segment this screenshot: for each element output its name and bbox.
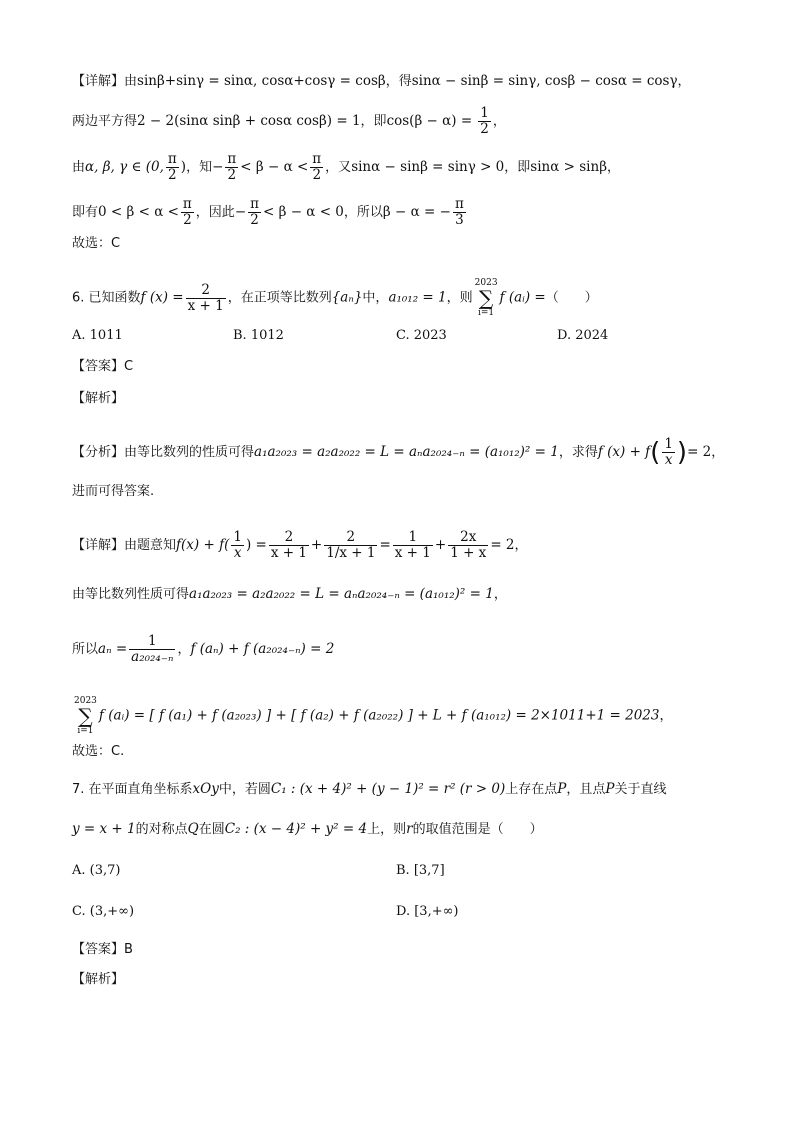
formula: r <box>406 821 413 837</box>
text: 关于直线 <box>614 782 667 797</box>
fraction <box>129 634 175 665</box>
denominator: 2 <box>480 121 489 137</box>
numerator: 2 <box>269 530 309 546</box>
denominator: x <box>233 545 242 561</box>
formula: sinα − sinβ = sinγ > 0 <box>351 159 505 175</box>
formula: a₁₀₁₂ = 1 <box>388 289 447 306</box>
formula: C₂ : (x − 4)² + y² = 4 <box>224 821 368 837</box>
fraction <box>181 197 194 228</box>
formula: cos(β − α) = <box>386 113 473 129</box>
detail-line-5 <box>72 530 528 561</box>
formula: 0 < β < α < <box>98 204 179 220</box>
denominator: x <box>664 452 673 468</box>
option-c-7: C. (3,+∞) <box>72 904 135 919</box>
text: 的对称点 <box>135 822 188 837</box>
text: ， <box>493 587 507 602</box>
formula: + <box>434 537 447 553</box>
formula: P <box>605 781 615 797</box>
answer-7 <box>72 941 133 959</box>
option-a: A. 1011 <box>72 328 123 343</box>
text: ，所以 <box>343 205 383 220</box>
text: ，知 <box>186 160 213 175</box>
formula: α, β, γ ∈ (0, <box>85 159 164 175</box>
numerator: 1 <box>664 436 673 452</box>
fraction <box>231 530 244 561</box>
formula: = 2 <box>490 537 515 553</box>
option-b-7: B. [3,7] <box>396 863 445 878</box>
fraction <box>269 530 309 561</box>
choose-line: 故选：C <box>72 236 121 251</box>
formula: aₙ = <box>98 641 128 657</box>
analysis-tag: 【分析】 <box>72 445 125 460</box>
answer-value: B <box>124 942 133 957</box>
formula: sinβ+sinγ = sinα, cosα+cosγ = cosβ <box>137 73 386 89</box>
detail-line-1 <box>72 72 691 91</box>
formula: − <box>212 159 224 175</box>
fraction <box>662 437 675 468</box>
denominator: x + 1 <box>187 297 224 314</box>
text: 6. 已知函数 <box>72 290 141 306</box>
numerator: 1 <box>480 105 489 121</box>
question-6 <box>72 278 598 318</box>
paren: ) <box>676 437 688 468</box>
numerator: π <box>182 196 192 212</box>
formula: f (x) + f <box>597 444 651 460</box>
text: 上存在点 <box>505 782 558 797</box>
text: ，又 <box>325 160 352 175</box>
fraction <box>324 530 377 561</box>
numerator: 2 <box>324 530 377 546</box>
denominator: x + 1 <box>270 545 307 561</box>
numerator: 2 <box>186 283 226 299</box>
numerator: π <box>312 151 322 167</box>
formula: sinα > sinβ <box>530 159 607 175</box>
formula: ) <box>180 159 187 175</box>
numerator: 1 <box>233 529 242 545</box>
formula: = 2 <box>687 444 712 460</box>
text: 的取值范围是（ ） <box>412 822 543 837</box>
denominator: 1 + x <box>450 545 487 561</box>
text: ， <box>177 642 191 657</box>
denominator: 2 <box>183 212 192 228</box>
fraction <box>166 152 179 183</box>
text: 由题意知 <box>124 538 177 553</box>
fraction <box>393 530 433 561</box>
paren: ( <box>650 437 661 468</box>
text: 由 <box>72 160 86 175</box>
formula: f (aᵢ) = [ f (a₁) + f (a₂₀₂₃) ] + [ f (a₂) + f (a₂₀₂₂) ] + L + f (a₁₀₁₂) = 2×1011+1 = 2023 <box>98 707 660 724</box>
text: ，得 <box>385 74 412 89</box>
formula: P <box>557 781 567 797</box>
formula: + <box>310 537 323 553</box>
fraction <box>448 530 488 561</box>
answer-value: C <box>124 359 134 374</box>
text: ， <box>677 74 691 89</box>
formula: ) = <box>245 537 267 553</box>
fraction <box>248 197 261 228</box>
numerator: 1 <box>129 634 175 650</box>
analysis-tag-7: 【解析】 <box>72 972 125 987</box>
question-7-line-1 <box>72 780 667 799</box>
text: ，因此 <box>195 205 235 220</box>
fraction <box>478 106 491 137</box>
option-d-7: D. [3,+∞) <box>396 904 459 919</box>
formula: 2 − 2(sinα sinβ + cosα cosβ) = 1 <box>137 113 361 129</box>
formula: a₁a₂₀₂₃ = a₂a₂₀₂₂ = L = aₙa₂₀₂₄₋ₙ = (a₁₀₁₂)² = 1 <box>254 444 559 460</box>
denominator: 2 <box>168 167 177 183</box>
sum-upper: 2023 <box>474 278 498 288</box>
answer-tag: 【答案】 <box>72 359 125 374</box>
text: ， <box>514 538 528 553</box>
text: 中，若圆 <box>218 782 271 797</box>
formula: xOy <box>192 781 219 797</box>
formula: f (aₙ) + f (a₂₀₂₄₋ₙ) = 2 <box>190 641 335 657</box>
text: 中， <box>362 290 389 306</box>
denominator: a₂₀₂₄₋ₙ <box>131 649 174 665</box>
denominator: 2 <box>312 167 322 183</box>
answer-tag: 【答案】 <box>72 942 125 957</box>
text: 即有 <box>72 205 99 220</box>
formula: f (aᵢ) = <box>499 289 546 306</box>
formula: {aₙ} <box>331 289 363 306</box>
text: ， <box>659 708 673 724</box>
text: ，且点 <box>566 782 606 797</box>
option-d: D. 2024 <box>557 328 609 343</box>
denominator: x + 1 <box>394 545 431 561</box>
numerator: π <box>454 196 464 212</box>
formula: y = x + 1 <box>72 821 136 837</box>
text: 上，则 <box>367 822 407 837</box>
fraction <box>225 152 238 183</box>
formula: f (x) = <box>140 289 184 306</box>
option-a-7: A. (3,7) <box>72 863 121 878</box>
text: 两边平方得 <box>72 114 138 129</box>
formula: β − α = − <box>382 204 451 220</box>
detail-line-3 <box>72 152 620 183</box>
formula: a₁a₂₀₂₃ = a₂a₂₀₂₂ = L = aₙa₂₀₂₄₋ₙ = (a₁₀₁₂)² = 1 <box>189 586 494 602</box>
text: 7. 在平面直角坐标系 <box>72 782 193 797</box>
detail-tag: 【详解】 <box>72 74 125 89</box>
sum-lower: i=1 <box>77 726 94 736</box>
analysis-line <box>72 437 724 468</box>
summation <box>74 696 97 736</box>
question-7-line-2 <box>72 820 543 839</box>
formula: C₁ : (x + 4)² + (y − 1)² = r² (r > 0) <box>270 781 506 797</box>
text: 所以 <box>72 642 99 657</box>
choose-line-6: 故选：C. <box>72 744 125 759</box>
text: ，在正项等比数列 <box>227 290 332 306</box>
formula: − <box>234 204 247 220</box>
denominator: 2 <box>250 212 259 228</box>
option-c: C. 2023 <box>396 328 447 343</box>
formula: f(x) + f( <box>176 537 230 553</box>
text: 在圆 <box>198 822 225 837</box>
numerator: 1 <box>393 530 433 546</box>
formula: sinα − sinβ = sinγ, cosβ − cosα = cosγ <box>411 73 678 89</box>
text: ， <box>607 160 621 175</box>
sum-symbol: ∑ <box>78 704 93 728</box>
detail-line-6 <box>72 585 507 604</box>
formula: = <box>379 537 391 553</box>
numerator: π <box>250 196 259 212</box>
text: ，即 <box>504 160 531 175</box>
formula: < β − α < <box>240 159 309 175</box>
summation <box>475 278 498 318</box>
analysis-tag-6: 【解析】 <box>72 391 125 406</box>
sum-upper: 2023 <box>74 696 97 706</box>
text: ，求得 <box>558 445 598 460</box>
numerator: π <box>227 151 237 167</box>
fraction <box>186 283 226 314</box>
numerator: π <box>167 151 177 167</box>
fraction <box>453 197 466 228</box>
denominator: 3 <box>455 212 464 228</box>
fraction <box>310 152 323 183</box>
text: ， <box>492 114 506 129</box>
formula: Q <box>187 821 199 837</box>
denominator: 2 <box>227 167 237 183</box>
detail-line-7 <box>72 634 334 665</box>
sum-lower: i=1 <box>478 308 495 318</box>
denominator: 1/x + 1 <box>326 545 376 561</box>
formula: < β − α < 0 <box>263 204 344 220</box>
text: ，即 <box>360 114 387 129</box>
detail-tag: 【详解】 <box>72 538 125 553</box>
text: （ ） <box>545 290 598 306</box>
detail-line-8 <box>72 696 673 736</box>
text: 由 <box>124 74 138 89</box>
numerator: 2x <box>448 530 488 546</box>
text: ，则 <box>446 290 473 306</box>
text: 由等比数列性质可得 <box>72 587 190 602</box>
text: 由等比数列的性质可得 <box>124 445 255 460</box>
answer-6 <box>72 358 133 376</box>
option-b: B. 1012 <box>233 328 284 343</box>
detail-line-4 <box>72 197 468 228</box>
text: ， <box>711 445 725 460</box>
analysis-line-2: 进而可得答案. <box>72 484 155 499</box>
sum-symbol: ∑ <box>478 286 494 310</box>
detail-line-2 <box>72 106 506 137</box>
